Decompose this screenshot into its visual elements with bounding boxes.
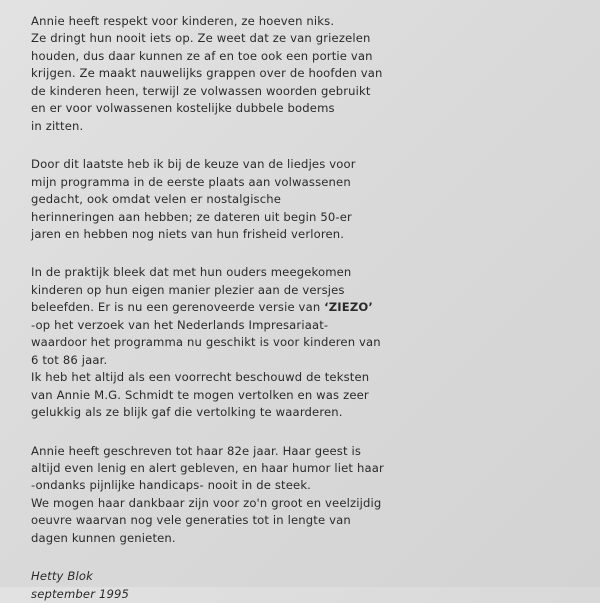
text-line: houden, dus daar kunnen ze af en toe ook een portie van <box>31 48 373 63</box>
text-line: -op het verzoek van het Nederlands Impresariaat- <box>31 317 329 332</box>
text-line: Ze dringt hun nooit iets op. Ze weet dat ze van griezelen <box>31 31 371 46</box>
text-line: en er voor volwassenen kostelijke dubbele bodems <box>31 101 335 116</box>
paragraph-4 <box>31 443 580 548</box>
signature-block <box>31 568 580 603</box>
paragraph-3 <box>31 264 580 421</box>
paragraph-1 <box>31 13 580 135</box>
text-line: jaren en hebben nog niets van hun frisheid verloren. <box>31 226 345 241</box>
text-line: herinneringen aan hebben; ze dateren uit begin 50-er <box>31 209 352 224</box>
text-line: Annie heeft geschreven tot haar 82e jaar. Haar geest is <box>31 443 362 458</box>
text-line-with-title <box>31 299 580 316</box>
signature-name: Hetty Blok <box>31 569 93 584</box>
show-title: ‘ZIEZO’ <box>324 300 373 315</box>
text-line: dagen kunnen genieten. <box>31 530 176 545</box>
text-line: 6 tot 86 jaar. <box>31 352 108 367</box>
text-line: gelukkig als ze blijk gaf die vertolking te waarderen. <box>31 405 343 420</box>
text-line: de kinderen heen, terwijl ze volwassen woorden gebruikt <box>31 83 371 98</box>
paragraph-2 <box>31 156 580 243</box>
text-line: We mogen haar dankbaar zijn voor zo'n groot en veelzijdig <box>31 495 382 510</box>
text-fragment: beleefden. Er is nu een gerenoveerde versie van <box>31 300 321 315</box>
text-line: Door dit laatste heb ik bij de keuze van de liedjes voor <box>31 157 356 172</box>
text-line: Ik heb het altijd als een voorrecht beschouwd de teksten <box>31 370 370 385</box>
signature-date: september 1995 <box>31 586 130 601</box>
text-line: waardoor het programma nu geschikt is voor kinderen van <box>31 335 381 350</box>
text-line: oeuvre waarvan nog vele generaties tot in lengte van <box>31 513 351 528</box>
text-line: In de praktijk bleek dat met hun ouders meegekomen <box>31 265 352 280</box>
text-line: mijn programma in de eerste plaats aan volwassenen <box>31 174 351 189</box>
text-line: Annie heeft respekt voor kinderen, ze hoeven niks. <box>31 14 335 28</box>
text-line: gedacht, ook omdat velen er nostalgische <box>31 192 282 207</box>
text-line: -ondanks pijnlijke handicaps- nooit in de steek. <box>31 478 312 493</box>
text-line: krijgen. Ze maakt nauwelijks grappen over de hoofden van <box>31 66 383 81</box>
text-line: kinderen op hun eigen manier plezier aan de versjes <box>31 282 345 297</box>
text-line: van Annie M.G. Schmidt te mogen vertolken en was zeer <box>31 387 369 402</box>
text-line: altijd even lenig en alert gebleven, en haar humor liet haar <box>31 460 384 475</box>
text-line: in zitten. <box>31 118 84 133</box>
